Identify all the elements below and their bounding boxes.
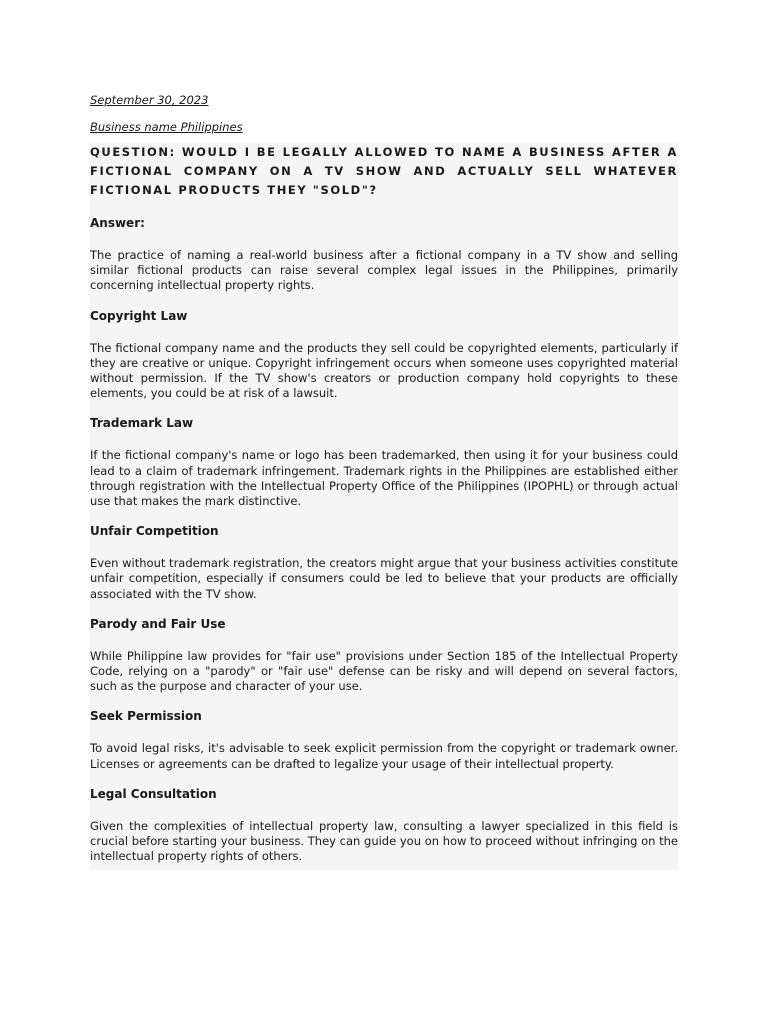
section-heading-parody-fair-use: Parody and Fair Use	[90, 616, 226, 631]
section-body-legal-consultation: Given the complexities of intellectual property law, consulting a lawyer specialized in this field is crucial before starting your business. They can guide you on how to proceed without infringing on the intellectual property rights of others.	[90, 818, 678, 864]
answer-label: Answer:	[90, 216, 145, 230]
section-body-seek-permission: To avoid legal risks, it's advisable to seek explicit permission from the copyright or trademark owner. Licenses or agreements can be drafted to legalize your usage of their intellectual property.	[90, 741, 678, 771]
document-topic: Business name Philippines	[90, 120, 243, 134]
section-heading-legal-consultation: Legal Consultation	[90, 786, 217, 801]
document-body	[90, 143, 678, 870]
section-heading-trademark: Trademark Law	[90, 416, 194, 431]
section-heading-unfair-competition: Unfair Competition	[90, 524, 219, 539]
section-heading-seek-permission: Seek Permission	[90, 709, 202, 724]
intro-paragraph: The practice of naming a real-world business after a fictional company in a TV show and selling similar fictional products can raise several complex legal issues in the Philippines, primarily concerning intellectual property rights.	[90, 248, 678, 293]
section-body-parody-fair-use: While Philippine law provides for "fair use" provisions under Section 185 of the Intellectual Property Code, relying on a "parody" or "fair use" defense can be risky and will depend on several factors, such as the purpose and character of your use.	[90, 648, 678, 694]
question-heading: QUESTION: WOULD I BE LEGALLY ALLOWED TO NAME A BUSINESS AFTER A FICTIONAL COMPANY ON A TV SHOW AND ACTUALLY SELL WHATEVER FICTIONAL PRODUCTS THEY "SOLD"?	[90, 145, 678, 197]
section-body-trademark: If the fictional company's name or logo has been trademarked, then using it for your business could lead to a claim of trademark infringement. Trademark rights in the Philippines are established either through registration with the Intellectual Property Office of the Philippines (IPOPHL) or through actual use that makes the mark distinctive.	[90, 448, 678, 509]
section-body-copyright: The fictional company name and the products they sell could be copyrighted elements, particularly if they are creative or unique. Copyright infringement occurs when someone uses copyrighted material without permission. If the TV show's creators or production company hold copyrights to these elements, you could be at risk of a lawsuit.	[90, 340, 678, 401]
document-date: September 30, 2023	[90, 93, 209, 107]
section-body-unfair-competition: Even without trademark registration, the creators might argue that your business activities constitute unfair competition, especially if consumers could be led to believe that your products are officially associated with the TV show.	[90, 556, 678, 601]
document-page	[90, 92, 678, 870]
section-heading-copyright: Copyright Law	[90, 308, 188, 323]
